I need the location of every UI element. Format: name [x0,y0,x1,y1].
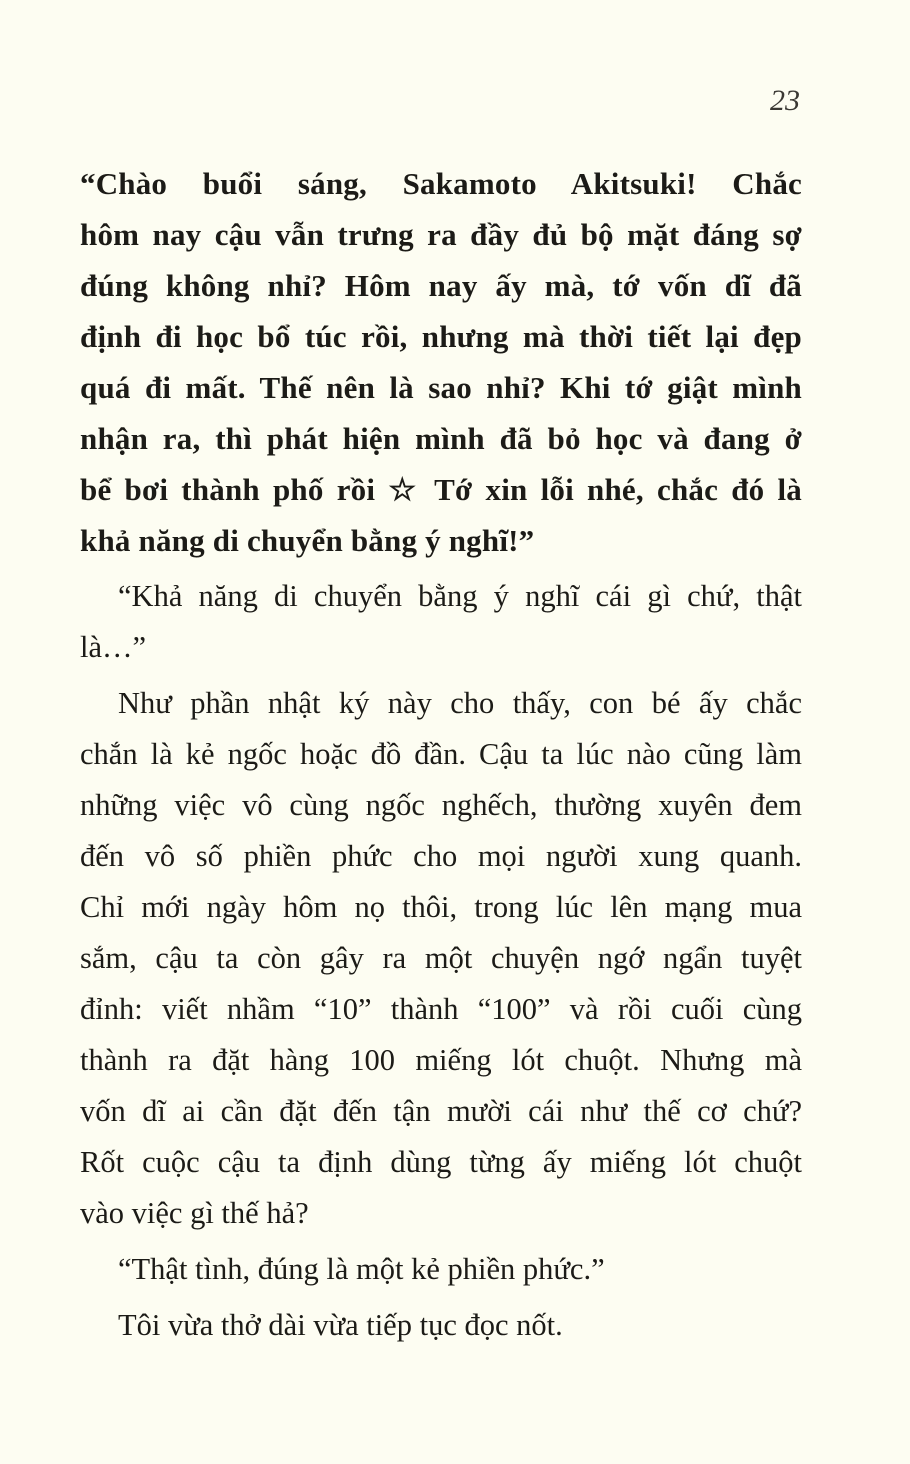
text-line: khả năng di chuyển bằng ý nghĩ!” [80,523,535,558]
text-line: nhận ra, thì phát hiện mình đã bỏ học và đang ở [80,421,802,456]
text-line: vốn dĩ ai cần đặt đến tận mười cái như thế cơ chứ? [80,1094,802,1128]
text-line: Rốt cuộc cậu ta định dùng từng ấy miếng lót chuột [80,1145,802,1179]
page-body [80,158,802,1351]
text-line: hôm nay cậu vẫn trưng ra đầy đủ bộ mặt đáng sợ [80,217,802,252]
closing-paragraph [80,1300,802,1351]
text-line: “Thật tình, đúng là một kẻ phiền phức.” [118,1252,605,1286]
text-line: Chỉ mới ngày hôm nọ thôi, trong lúc lên mạng mua [80,890,802,924]
text-line: định đi học bổ túc rồi, nhưng mà thời tiết lại đẹp [80,319,802,354]
text-line: là…” [80,630,147,664]
text-line: đỉnh: viết nhầm “10” thành “100” và rồi cuối cùng [80,992,802,1026]
text-line: Như phần nhật ký này cho thấy, con bé ấy chắc [118,686,802,720]
narration-paragraph [80,678,802,1239]
reply-paragraph [80,571,802,673]
text-line: đến vô số phiền phức cho mọi người xung quanh. [80,839,802,873]
text-line: vào việc gì thế hả? [80,1196,309,1230]
text-line: những việc vô cùng ngốc nghếch, thường xuyên đem [80,788,802,822]
text-line: chắn là kẻ ngốc hoặc đồ đần. Cậu ta lúc nào cũng làm [80,737,802,771]
text-line: bể bơi thành phố rồi ☆ Tớ xin lỗi nhé, chắc đó là [80,472,802,507]
text-line: “Khả năng di chuyển bằng ý nghĩ cái gì chứ, thật [118,579,802,613]
text-line: thành ra đặt hàng 100 miếng lót chuột. Nhưng mà [80,1043,802,1077]
text-line: sắm, cậu ta còn gây ra một chuyện ngớ ngẩn tuyệt [80,941,802,975]
diary-quote-paragraph [80,158,802,566]
text-line: đúng không nhỉ? Hôm nay ấy mà, tớ vốn dĩ đã [80,268,802,303]
text-line: Tôi vừa thở dài vừa tiếp tục đọc nốt. [118,1308,563,1342]
text-line: quá đi mất. Thế nên là sao nhỉ? Khi tớ giật mình [80,370,802,405]
text-line: “Chào buổi sáng, Sakamoto Akitsuki! Chắc [80,166,802,201]
page-number: 23 [770,84,800,117]
sigh-paragraph [80,1244,802,1295]
